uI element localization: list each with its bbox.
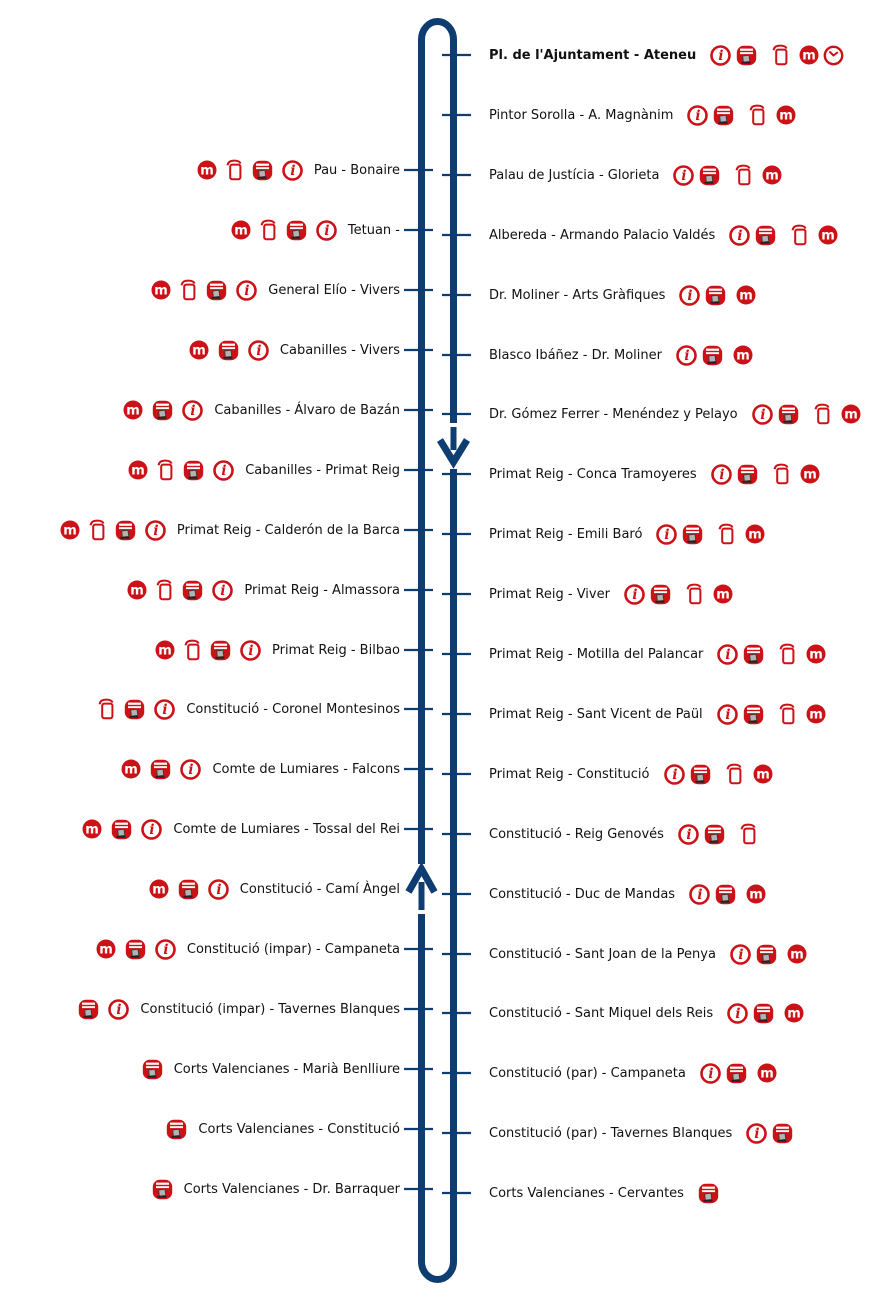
info-icon[interactable]	[208, 879, 229, 900]
stop-row	[489, 521, 896, 547]
svg-text:i: i	[163, 941, 169, 958]
info-icon[interactable]	[676, 345, 697, 366]
busstop-icon	[152, 400, 173, 421]
info-icon[interactable]	[155, 939, 176, 960]
svg-text:m: m	[748, 527, 763, 543]
metro-icon	[818, 225, 838, 245]
info-icon[interactable]	[664, 764, 685, 785]
metro-icon	[121, 759, 141, 779]
busstop-icon	[772, 1123, 793, 1144]
busstop-icon	[702, 345, 723, 366]
svg-text:i: i	[324, 222, 330, 239]
stop-row	[0, 1056, 400, 1082]
bin-icon	[791, 224, 808, 246]
metro-icon	[806, 704, 826, 724]
info-icon[interactable]	[752, 404, 773, 425]
svg-text:m: m	[736, 348, 750, 364]
stop-label[interactable]: Constitució (par) - Tavernes Blanques	[489, 1125, 733, 1141]
metro-icon	[197, 160, 217, 180]
svg-text:m: m	[126, 403, 141, 419]
svg-text:i: i	[760, 406, 766, 423]
stop-row	[489, 461, 896, 487]
metro-icon	[787, 944, 807, 964]
stop-row	[0, 816, 400, 842]
info-icon[interactable]	[145, 520, 166, 541]
info-icon[interactable]	[673, 165, 694, 186]
stop-row	[0, 696, 400, 722]
stop-label[interactable]: Constitució - Sant Joan de la Penya	[489, 946, 716, 962]
bin-icon	[89, 519, 106, 541]
stop-label[interactable]: Corts Valencianes - Constitució	[198, 1121, 400, 1137]
stop-label[interactable]: Primat Reig - Motilla del Palancar	[489, 646, 704, 662]
svg-text:m: m	[749, 887, 763, 903]
metro-icon	[123, 400, 143, 420]
info-icon[interactable]	[710, 45, 731, 66]
stop-label[interactable]: Pintor Sorolla - A. Magnànim	[489, 107, 674, 123]
stop-row	[0, 637, 400, 663]
stop-label[interactable]: Primat Reig - Almassora	[244, 582, 400, 598]
info-icon[interactable]	[182, 400, 203, 421]
busstop-icon	[715, 884, 736, 905]
svg-text:i: i	[708, 1065, 714, 1082]
busstop-icon	[726, 1063, 747, 1084]
stop-row	[0, 876, 400, 902]
svg-text:m: m	[200, 163, 214, 179]
metro-icon	[746, 884, 766, 904]
stop-label[interactable]: Comte de Lumiares - Tossal del Rei	[173, 821, 400, 837]
busstop-icon	[206, 280, 227, 301]
stop-label[interactable]: Constitució - Duc de Mandas	[489, 886, 676, 902]
svg-text:i: i	[290, 162, 296, 179]
info-icon[interactable]	[108, 999, 129, 1020]
busstop-icon	[743, 644, 764, 665]
busstop-icon	[210, 640, 231, 661]
busstop-icon	[182, 580, 203, 601]
metro-icon	[155, 640, 175, 660]
svg-text:m: m	[130, 583, 145, 599]
stop-label[interactable]: Primat Reig - Sant Vicent de Paül	[489, 706, 703, 722]
busstop-icon	[690, 764, 711, 785]
direction-down-arrow-icon	[440, 427, 467, 462]
stop-label[interactable]: Dr. Gómez Ferrer - Menéndez y Pelayo	[489, 406, 738, 422]
info-icon[interactable]	[236, 280, 257, 301]
bin-icon	[180, 279, 197, 301]
busstop-icon	[753, 1003, 774, 1024]
stop-label[interactable]: Corts Valencianes - Dr. Barraquer	[183, 1181, 400, 1197]
svg-text:m: m	[99, 942, 113, 958]
info-icon[interactable]	[316, 220, 337, 241]
stop-row	[489, 1060, 896, 1086]
svg-text:m: m	[808, 707, 823, 723]
stop-row	[489, 162, 896, 188]
svg-text:m: m	[739, 288, 754, 304]
stop-label[interactable]: Tetuan -	[347, 222, 400, 238]
svg-text:i: i	[149, 821, 155, 838]
stop-row	[0, 277, 400, 303]
stop-row	[489, 821, 896, 847]
info-icon[interactable]	[727, 1003, 748, 1024]
busstop-icon	[166, 1119, 187, 1140]
info-icon[interactable]	[213, 460, 234, 481]
busstop-icon	[115, 520, 136, 541]
metro-icon	[753, 764, 773, 784]
stop-row	[489, 761, 896, 787]
svg-text:m: m	[85, 822, 100, 838]
busstop-icon	[713, 105, 734, 126]
svg-text:i: i	[725, 646, 731, 663]
busstop-icon	[252, 160, 273, 181]
info-icon[interactable]	[729, 225, 750, 246]
svg-text:i: i	[719, 466, 725, 483]
stop-row	[0, 577, 400, 603]
metro-icon	[784, 1003, 804, 1023]
stop-row	[489, 641, 896, 667]
stop-row	[489, 1120, 896, 1146]
svg-text:i: i	[695, 107, 701, 124]
svg-text:i: i	[256, 342, 262, 359]
metro-icon	[736, 285, 756, 305]
busstop-icon	[150, 759, 171, 780]
stop-label[interactable]: Dr. Moliner - Arts Gràfiques	[489, 287, 666, 303]
info-icon[interactable]	[154, 699, 175, 720]
stop-label[interactable]: Primat Reig - Bilbao	[271, 642, 400, 658]
svg-text:i: i	[738, 946, 744, 963]
bin-icon	[718, 523, 735, 545]
svg-text:i: i	[190, 402, 196, 419]
svg-text:m: m	[755, 767, 770, 783]
stop-row	[489, 102, 896, 128]
svg-text:m: m	[787, 1006, 801, 1022]
info-icon[interactable]	[730, 944, 751, 965]
busstop-icon	[755, 225, 776, 246]
svg-text:i: i	[153, 522, 159, 539]
direction-up-arrow-icon	[409, 869, 435, 910]
bin-icon	[157, 459, 174, 481]
svg-text:m: m	[821, 228, 836, 244]
stop-label[interactable]: Corts Valencianes - Marià Benlliure	[173, 1061, 400, 1077]
info-icon[interactable]	[679, 285, 700, 306]
stop-label[interactable]: Blasco Ibáñez - Dr. Moliner	[489, 347, 662, 363]
svg-text:m: m	[192, 343, 206, 359]
stop-label[interactable]: Corts Valencianes - Cervantes	[489, 1185, 684, 1201]
svg-text:i: i	[725, 706, 731, 723]
stop-label[interactable]: Primat Reig - Calderón de la Barca	[176, 522, 400, 538]
info-icon[interactable]	[624, 584, 645, 605]
stop-row	[0, 756, 400, 782]
stop-label[interactable]: General Elío - Vivers	[268, 282, 400, 298]
bin-icon	[779, 643, 796, 665]
stop-label[interactable]: Constitució (impar) - Tavernes Blanques	[140, 1001, 400, 1017]
bin-icon	[726, 763, 743, 785]
busstop-icon	[218, 340, 239, 361]
svg-text:i: i	[162, 701, 168, 718]
metro-icon	[799, 45, 819, 65]
metro-icon	[745, 524, 765, 544]
info-icon[interactable]	[248, 340, 269, 361]
busstop-icon	[778, 404, 799, 425]
svg-text:m: m	[63, 523, 77, 539]
busstop-icon	[178, 879, 199, 900]
stop-row	[0, 1176, 400, 1202]
stop-label[interactable]: Cabanilles - Vivers	[279, 342, 400, 358]
busstop-icon	[124, 699, 145, 720]
svg-text:m: m	[760, 1066, 774, 1082]
stop-row	[0, 457, 400, 483]
info-icon[interactable]	[282, 160, 303, 181]
busstop-icon	[142, 1059, 163, 1080]
svg-text:m: m	[802, 48, 817, 64]
stop-row	[489, 701, 896, 727]
svg-text:i: i	[735, 1005, 741, 1022]
stop-label[interactable]: Cabanilles - Álvaro de Bazán	[214, 402, 400, 418]
bin-icon	[184, 639, 201, 661]
metro-icon	[733, 345, 753, 365]
info-icon[interactable]	[687, 105, 708, 126]
svg-text:m: m	[790, 947, 804, 963]
svg-text:m: m	[152, 882, 166, 898]
metro-icon	[82, 819, 102, 839]
busstop-icon	[743, 704, 764, 725]
busstop-icon	[704, 824, 725, 845]
bin-icon	[735, 164, 752, 186]
stop-row	[0, 517, 400, 543]
svg-text:i: i	[754, 1125, 760, 1142]
stop-label[interactable]: Primat Reig - Constitució	[489, 766, 650, 782]
busstop-icon	[152, 1179, 173, 1200]
stop-row	[0, 936, 400, 962]
stop-label[interactable]: Pau - Bonaire	[313, 162, 400, 178]
bin-icon	[772, 44, 789, 66]
stop-label[interactable]: Albereda - Armando Palacio Valdés	[489, 227, 716, 243]
svg-text:i: i	[220, 582, 226, 599]
busstop-icon	[286, 220, 307, 241]
metro-icon	[127, 580, 147, 600]
bin-icon	[749, 104, 766, 126]
stop-label[interactable]: Constitució - Camí Àngel	[239, 881, 400, 897]
info-icon[interactable]	[746, 1123, 767, 1144]
bin-icon	[773, 463, 790, 485]
metro-icon	[60, 520, 80, 540]
svg-text:m: m	[154, 283, 169, 299]
busstop-icon	[756, 944, 777, 965]
stop-label[interactable]: Primat Reig - Viver	[489, 586, 610, 602]
bin-icon	[260, 219, 277, 241]
metro-icon	[231, 220, 251, 240]
metro-icon	[189, 340, 209, 360]
busstop-icon	[698, 1183, 719, 1204]
svg-text:m: m	[131, 463, 145, 479]
stop-row	[0, 157, 400, 183]
stop-row	[489, 581, 896, 607]
svg-text:m: m	[716, 587, 730, 603]
info-icon[interactable]	[689, 884, 710, 905]
metro-icon	[151, 280, 171, 300]
info-icon[interactable]	[141, 819, 162, 840]
info-icon[interactable]	[678, 824, 699, 845]
info-icon[interactable]	[711, 464, 732, 485]
stop-row	[489, 1180, 896, 1206]
stop-row	[489, 881, 896, 907]
info-icon[interactable]	[717, 644, 738, 665]
svg-text:i: i	[221, 462, 227, 479]
svg-text:m: m	[843, 407, 858, 423]
bin-icon	[98, 698, 115, 720]
stop-row	[489, 282, 896, 308]
busstop-icon	[183, 460, 204, 481]
stop-row	[0, 1116, 400, 1142]
stop-label[interactable]: Constitució (par) - Campaneta	[489, 1065, 686, 1081]
busstop-icon	[705, 285, 726, 306]
bin-icon	[779, 703, 796, 725]
svg-text:i: i	[632, 586, 638, 603]
bin-icon	[156, 579, 173, 601]
info-icon[interactable]	[212, 580, 233, 601]
busstop-icon	[78, 999, 99, 1020]
bin-icon	[814, 403, 831, 425]
svg-text:m: m	[809, 647, 824, 663]
clock-icon	[823, 45, 844, 66]
svg-text:m: m	[779, 108, 794, 124]
busstop-icon	[736, 45, 757, 66]
metro-icon	[96, 939, 116, 959]
stop-label[interactable]: Cabanilles - Primat Reig	[245, 462, 400, 478]
stop-row	[489, 42, 896, 68]
stop-row	[489, 1000, 896, 1026]
svg-text:m: m	[234, 223, 248, 239]
info-icon[interactable]	[240, 640, 261, 661]
busstop-icon	[699, 165, 720, 186]
bin-icon	[226, 159, 243, 181]
svg-text:i: i	[248, 642, 254, 659]
stop-label[interactable]: Primat Reig - Conca Tramoyeres	[489, 466, 697, 482]
svg-text:i: i	[684, 347, 690, 364]
metro-icon	[800, 464, 820, 484]
svg-text:i: i	[697, 886, 703, 903]
stop-label[interactable]: Constitució - Sant Miquel dels Reis	[489, 1005, 714, 1021]
metro-icon	[806, 644, 826, 664]
stop-label[interactable]: Pl. de l'Ajuntament - Ateneu	[489, 47, 697, 63]
metro-icon	[757, 1063, 777, 1083]
info-icon[interactable]	[656, 524, 677, 545]
stop-row	[489, 222, 896, 248]
busstop-icon	[682, 524, 703, 545]
svg-text:i: i	[718, 47, 724, 64]
bin-icon	[686, 583, 703, 605]
stop-row	[0, 397, 400, 423]
svg-text:i: i	[244, 282, 250, 299]
busstop-icon	[650, 584, 671, 605]
svg-text:i: i	[737, 227, 743, 244]
stop-row	[0, 996, 400, 1022]
svg-text:i: i	[216, 881, 222, 898]
metro-icon	[841, 404, 861, 424]
stop-row	[489, 342, 896, 368]
info-icon[interactable]	[700, 1063, 721, 1084]
metro-icon	[762, 165, 782, 185]
busstop-icon	[111, 819, 132, 840]
svg-text:i: i	[188, 761, 195, 778]
stop-label[interactable]: Primat Reig - Emili Baró	[489, 526, 643, 542]
svg-text:m: m	[802, 467, 817, 483]
svg-text:i: i	[686, 826, 692, 843]
info-icon[interactable]	[717, 704, 738, 725]
stop-label[interactable]: Constitució - Reig Genovés	[489, 826, 664, 842]
svg-text:i: i	[116, 1001, 122, 1018]
stop-label[interactable]: Palau de Justícia - Glorieta	[489, 167, 660, 183]
metro-icon	[776, 105, 796, 125]
svg-text:m: m	[124, 762, 139, 778]
metro-icon	[128, 460, 148, 480]
stop-row	[0, 337, 400, 363]
svg-text:i: i	[681, 167, 688, 184]
stop-label[interactable]: Constitució (impar) - Campaneta	[186, 941, 400, 957]
stop-row	[489, 941, 896, 967]
stop-label[interactable]: Constitució - Coronel Montesinos	[186, 701, 400, 717]
svg-text:i: i	[687, 287, 694, 304]
info-icon[interactable]	[180, 759, 201, 780]
stop-row	[0, 217, 400, 243]
bin-icon	[740, 823, 757, 845]
metro-icon	[713, 584, 733, 604]
stop-row	[489, 401, 896, 427]
svg-text:m: m	[158, 643, 172, 659]
busstop-icon	[125, 939, 146, 960]
svg-text:i: i	[671, 766, 678, 783]
busstop-icon	[737, 464, 758, 485]
metro-icon	[149, 879, 169, 899]
svg-text:i: i	[664, 526, 671, 543]
stop-label[interactable]: Comte de Lumiares - Falcons	[212, 761, 400, 777]
svg-text:m: m	[765, 168, 780, 184]
